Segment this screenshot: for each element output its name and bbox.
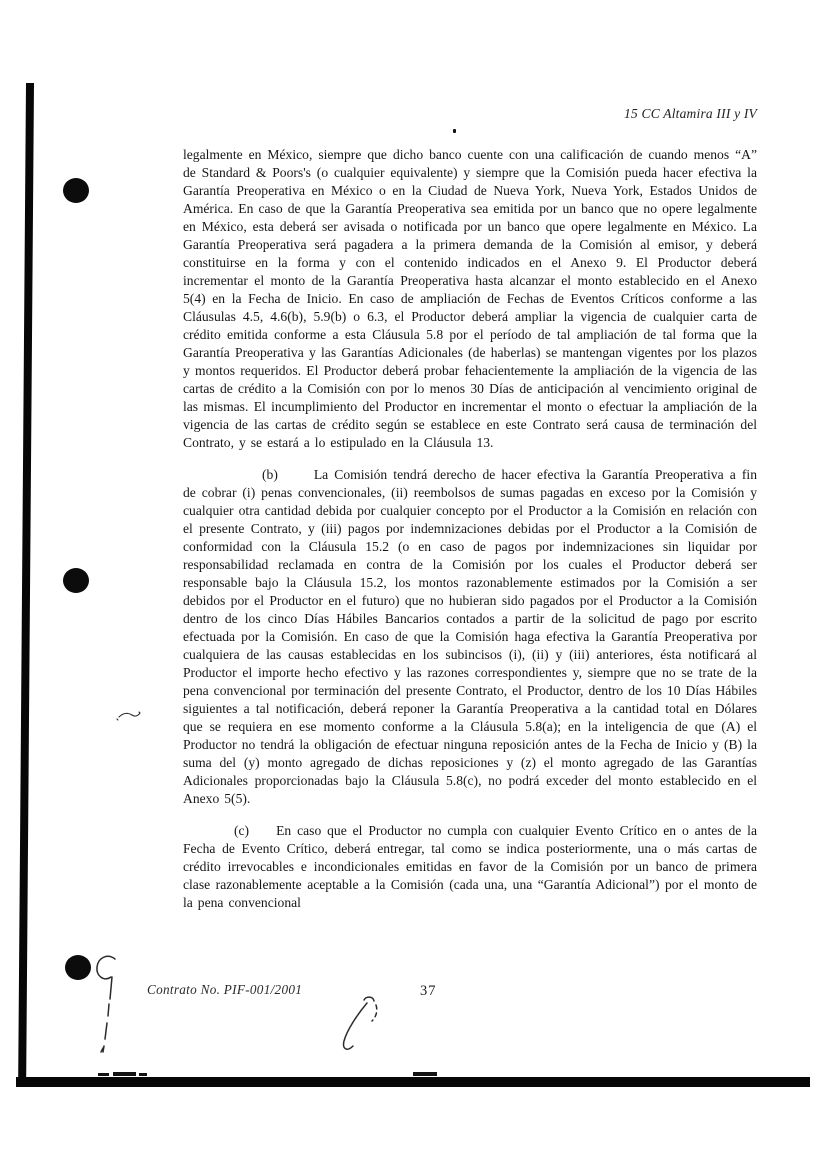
margin-smudge [117, 712, 140, 720]
scan-noise-speck [113, 1072, 136, 1076]
scan-edge-left-bar [18, 83, 34, 1083]
scan-edge-bottom-bar [16, 1077, 810, 1087]
paragraph-continuation: legalmente en México, siempre que dicho banco cuente con una calificación de cuando menos “A” de Standard & Poors's (o cualquier equivalente) y siempre que la Comisión pueda hacer efectiva la Garantía Preoperativa en México o en la Ciudad de Nueva York, Nueva York, Estados Unidos de América. En caso de que la Garantía Preoperativa sea emitida por un banco que no opere legalmente en México, esta deberá ser avisada o notificada por un banco que opere legalmente en México. La Garantía Preoperativa será pagadera a la primera demanda de la Comisión al emisor, y deberá constituirse en la forma y con el contenido indicados en el Anexo 9. El Productor deberá incrementar el monto de la Garantía Preoperativa hasta alcanzar el monto establecido en el Anexo 5(4) en la Fecha de Inicio. En caso de ampliación de Fechas de Eventos Críticos conforme a las Cláusulas 4.5, 4.6(b), 5.9(b) o 6.3, el Productor deberá ampliar la vigencia de cualquier carta de crédito emitida conforme a esta Cláusula 5.8 por el período de tal ampliación de tal forma que la Garantía Preoperativa y las Garantías Adicionales (de haberlas) se mantengan vigentes por los plazos y montos requeridos. El Productor deberá probar fehacientemente la ampliación de la vigencia de las cartas de crédito a la Comisión con por lo menos 30 Días de anticipación al vencimiento original de las mismas. El incumplimiento del Productor en incrementar el monto o efectuar la ampliación de la vigencia de las cartas de crédito según se establece en este Contrato será causa de terminación del Contrato, y se estará a lo estipulado en la Cláusula 13. [183, 147, 757, 450]
paragraph-b [183, 466, 757, 808]
handwritten-mark-left [97, 956, 115, 1052]
hole-punch-dot [63, 568, 89, 593]
hole-punch-dot [63, 178, 89, 203]
hole-punch-dot [65, 955, 91, 980]
paragraph-b-text: La Comisión tendrá derecho de hacer efectiva la Garantía Preoperativa a fin de cobrar (i) penas convencionales, (ii) reembolsos de sumas pagadas en exceso por la Comisión y cualquier otra cantidad debida por cualquier concepto por el Productor a la Comisión en relación con el presente Contrato, y (iii) pagos por indemnizaciones debidas por el Productor a la Comisión de conformidad con la Cláusula 15.2 (o en caso de pagos por indemnizaciones sin liquidar por responsabilidad reclamada en contra de la Comisión por los cuales el Productor deberá ser responsable bajo la Cláusula 15.2, los montos razonablemente estimados por la Comisión a ser debidos por el Productor en el futuro) que no hubieran sido pagados por el Productor a la Comisión dentro de los cinco Días Hábiles Bancarios contados a partir de la solicitud de pago por escrito efectuada por la Comisión. En caso de que la Comisión haga efectiva la Garantía Preoperativa por cualquiera de las causas establecidas en los subincisos (i), (ii) y (iii) anteriores, ésta notificará al Productor el importe hecho efectivo y las razones correspondientes y, siempre que no se trate de la pena convencional por terminación del presente Contrato, el Productor, dentro de los 10 Días Hábiles siguientes a tal notificación, deberá reponer la Garantía Preoperativa a la cantidad total en Dólares que se requiera en ese momento conforme a la Cláusula 5.8(a); en la inteligencia de que (A) el Productor no tendrá la obligación de efectuar ninguna reposición antes de la Fecha de Inicio y (B) la suma del (y) monto agregado de dichas reposiciones y (z) el monto agregado de las Garantías Adicionales proporcionadas bajo la Cláusula 5.8(c), no podrá exceder del monto establecido en el Anexo 5(5). [183, 467, 757, 806]
footer-contract-number: Contrato No. PIF-001/2001 [147, 982, 303, 997]
handwritten-mark-center [344, 997, 377, 1049]
contract-body [183, 146, 757, 926]
paragraph-c-label: (c) [234, 823, 250, 838]
paragraph-c [183, 822, 757, 912]
scan-noise-speck [139, 1073, 147, 1076]
paragraph-b-label: (b) [262, 467, 278, 482]
scan-noise-speck [413, 1072, 437, 1076]
scan-noise-speck [98, 1073, 109, 1076]
stray-ink-dot [453, 129, 456, 133]
footer-page-number: 37 [420, 983, 437, 999]
paragraph-c-text: En caso que el Productor no cumpla con cualquier Evento Crítico en o antes de la Fecha de Evento Crítico, deberá entregar, tal como se indica posteriormente, una o más cartas de crédito irrevocables e incondicionales emitidas en favor de la Comisión por un banco de primera clase razonablemente aceptable a la Comisión (cada una, una “Garantía Adicional”) por el monto de la pena convencional [183, 823, 757, 910]
running-header: 15 CC Altamira III y IV [624, 106, 757, 121]
